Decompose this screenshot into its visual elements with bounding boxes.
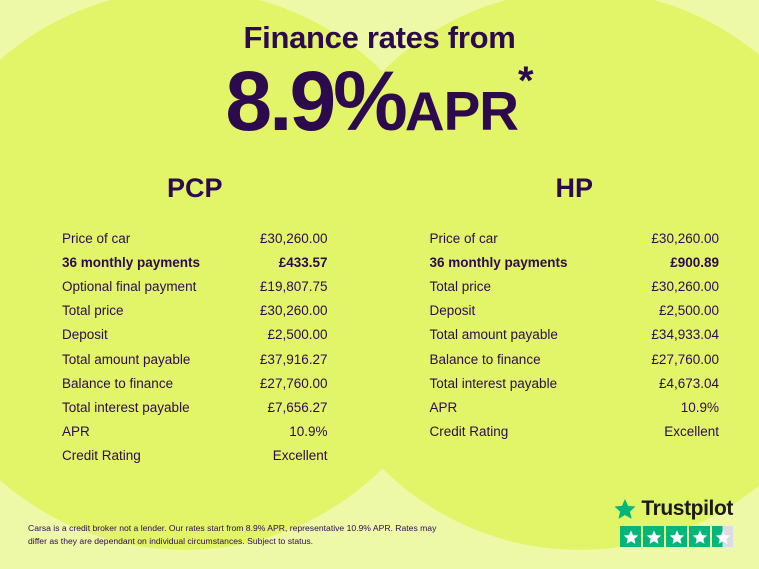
row-value: £4,673.04 [658, 375, 719, 391]
row-value: Excellent [664, 424, 719, 440]
row-label: Total amount payable [62, 351, 191, 367]
row-value: Excellent [272, 448, 328, 464]
row-value: £37,916.27 [259, 351, 328, 367]
row-value: £27,760.00 [651, 351, 719, 367]
pcp-column [0, 173, 380, 468]
row-label: Deposit [429, 303, 476, 319]
row-label: Balance to finance [429, 351, 541, 367]
row-value: £19,807.75 [259, 278, 328, 294]
row-label: APR [429, 399, 458, 415]
row-label: Credit Rating [429, 424, 509, 440]
pcp-title: PCP [166, 173, 223, 203]
star-filled-icon [666, 526, 687, 547]
table-row [430, 347, 720, 371]
rate-asterisk: * [518, 59, 534, 103]
trustpilot-star-icon [614, 498, 636, 520]
row-label: Total interest payable [62, 399, 190, 415]
table-row [62, 395, 328, 419]
row-value: £2,500.00 [267, 327, 328, 343]
table-row [62, 250, 328, 274]
table-row [430, 371, 720, 395]
table-row [430, 395, 720, 419]
row-label: Total interest payable [429, 375, 558, 391]
disclaimer-text: Carsa is a credit broker not a lender. Our rates start from 8.9% APR, representative 10.9% APR. Rates may differ as they are dependant on individual circumstances. Subject to status. [28, 523, 437, 546]
trustpilot-wordmark: Trustpilot [641, 497, 733, 520]
row-value: £27,760.00 [259, 375, 328, 391]
row-label: Total amount payable [429, 327, 558, 343]
table-row [62, 299, 328, 323]
hp-title: HP [555, 173, 593, 203]
star-half-icon [712, 526, 733, 547]
row-label: Price of car [62, 230, 131, 246]
row-value: £30,260.00 [259, 303, 328, 319]
table-row [430, 250, 720, 274]
row-value: £2,500.00 [658, 303, 719, 319]
table-row [430, 274, 720, 298]
table-row [62, 420, 328, 444]
row-value: £30,260.00 [651, 278, 719, 294]
row-value: £30,260.00 [651, 230, 719, 246]
trustpilot-star-row [614, 526, 733, 547]
trustpilot-logo [614, 497, 733, 521]
table-row [62, 226, 328, 250]
row-value: £433.57 [278, 254, 328, 270]
row-label: Optional final payment [62, 278, 197, 294]
rate-display [0, 54, 759, 148]
finance-columns [0, 173, 759, 468]
star-filled-icon [643, 526, 664, 547]
table-row [430, 420, 720, 444]
table-row [62, 371, 328, 395]
hp-column [380, 173, 759, 468]
table-row [62, 444, 328, 468]
table-row [62, 274, 328, 298]
table-row [62, 323, 328, 347]
row-label: Credit Rating [62, 448, 141, 464]
row-label: Balance to finance [62, 375, 174, 391]
row-value: £900.89 [670, 254, 719, 270]
row-label: 36 monthly payments [429, 254, 568, 270]
table-row [430, 226, 720, 250]
row-value: £34,933.04 [651, 327, 719, 343]
row-value: 10.9% [680, 399, 719, 415]
row-label: Price of car [429, 230, 498, 246]
table-row [430, 299, 720, 323]
star-filled-icon [689, 526, 710, 547]
row-value: 10.9% [289, 424, 328, 440]
row-label: APR [62, 424, 90, 440]
rate-apr-label: APR [404, 80, 518, 142]
row-label: Total price [429, 278, 492, 294]
table-row [62, 347, 328, 371]
star-filled-icon [620, 526, 641, 547]
trustpilot-rating [614, 497, 733, 547]
headline: Finance rates from [243, 20, 516, 55]
row-label: 36 monthly payments [62, 254, 201, 270]
row-value: £7,656.27 [267, 399, 328, 415]
rate-number: 8.9% [225, 54, 405, 148]
row-label: Total price [62, 303, 124, 319]
table-row [430, 323, 720, 347]
row-label: Deposit [62, 327, 108, 343]
row-value: £30,260.00 [259, 230, 328, 246]
